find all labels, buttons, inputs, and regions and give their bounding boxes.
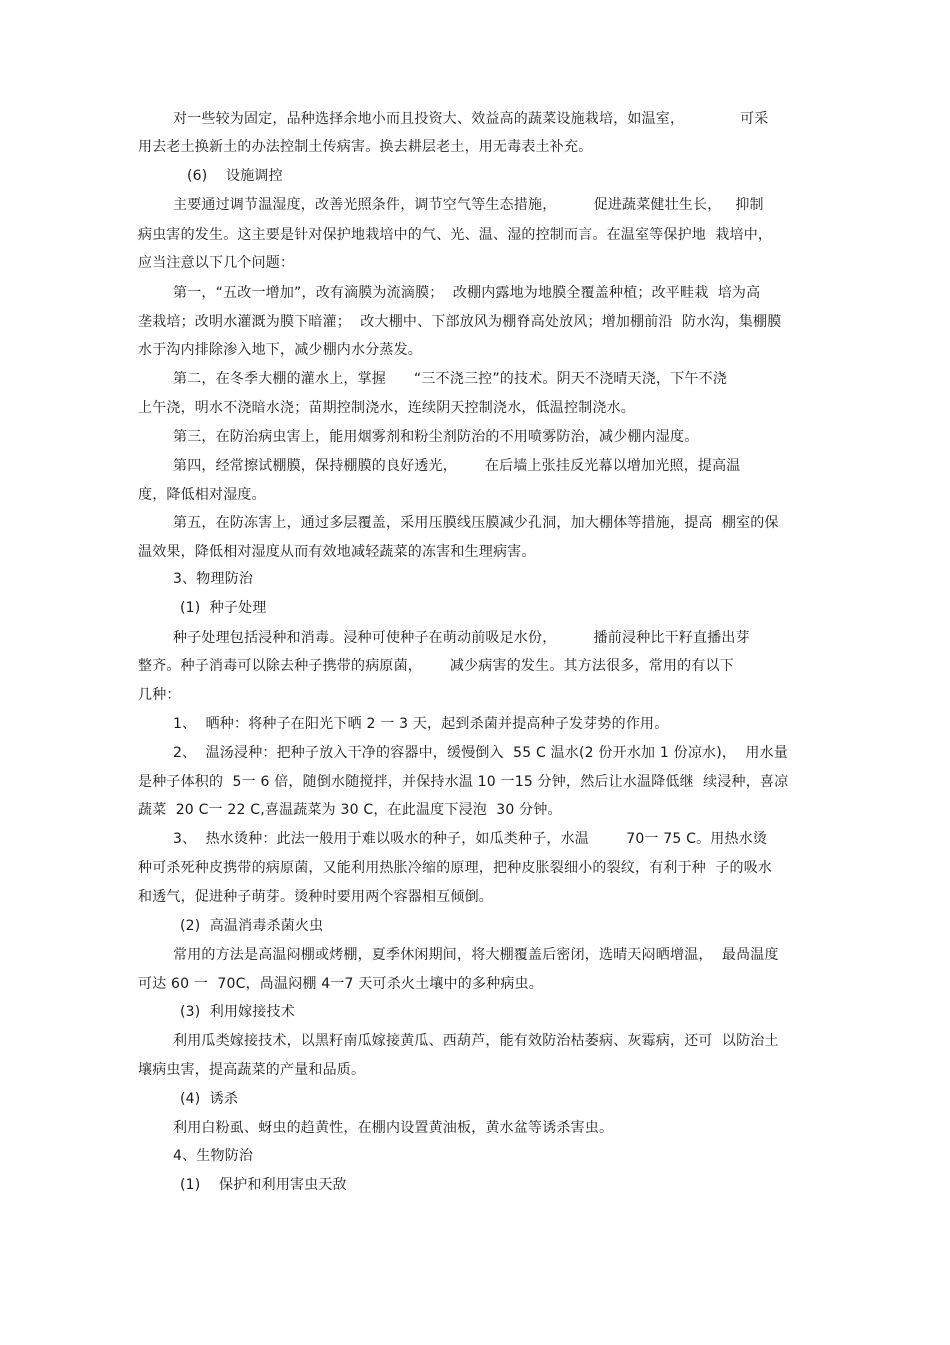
paragraph-line: 第五，在防冻害上，通过多层覆盖，采用压膜线压膜减少孔洞，加大棚体等措施，提高 棚室的保 — [173, 515, 779, 531]
paragraph-line: 是种子体积的 5一 6 倍，随倒水随搅拌，并保持水温 10 一15 分钟，然后让水温降低继 续浸种，喜凉 — [138, 774, 789, 790]
paragraph-line: 温效果，降低相对湿度从而有效地减轻蔬菜的冻害和生理病害。 — [138, 544, 536, 560]
paragraph-line: 种子处理包括浸种和消毒。浸种可使种子在萌动前吸足水份， 播前浸种比干籽直播出芽 — [173, 630, 750, 646]
paragraph-line: 整齐。种子消毒可以除去种子携带的病原菌， 减少病害的发生。其方法很多，常用的有以下 — [138, 658, 734, 674]
paragraph-line: 1、 晒种：将种子在阳光下晒 2 一 3 天，起到杀菌并提高种子发芽势的作用。 — [173, 716, 669, 732]
paragraph-line: 利用白粉虱、蚜虫的趋黄性，在棚内设置黄油板，黄水盆等诱杀害虫。 — [173, 1120, 614, 1136]
section-heading: (6) 设施调控 — [187, 168, 283, 184]
paragraph-line: 病虫害的发生。这主要是针对保护地栽培中的气、光、温、湿的控制而言。在温室等保护地 栽培中， — [138, 227, 773, 243]
paragraph-line: 几种： — [138, 687, 181, 703]
paragraph-line: 第一，“五改一增加”，改有滴膜为流滴膜； 改棚内露地为地膜全覆盖种植；改平畦栽 培为高 — [173, 285, 761, 301]
paragraph-line: 用去老土换新土的办法控制土传病害。换去耕层老土，用无毒表土补充。 — [138, 139, 593, 155]
section-heading: (2) 高温消毒杀菌火虫 — [180, 918, 324, 934]
paragraph-line: 常用的方法是高温闷棚或烤棚，夏季休闲期间，将大棚覆盖后密闭，选晴天闷晒增温， 最咼温度 — [173, 947, 779, 963]
section-heading: (1) 保护和利用害虫天敌 — [180, 1177, 347, 1193]
paragraph-line: 第四，经常擦试棚膜，保持棚膜的良好透光， 在后墙上张挂反光幕以增加光照，提高温 — [173, 458, 741, 474]
section-heading: 3、物理防治 — [173, 571, 254, 587]
section-heading: (1) 种子处理 — [180, 600, 267, 616]
paragraph-line: 蔬菜 20 C一 22 C,喜温蔬菜为 30 C，在此温度下浸泡 30 分钟。 — [138, 802, 562, 818]
paragraph-line: 第三，在防治病虫害上，能用烟雾剂和粉尘剂防治的不用喷雾防治，减少棚内湿度。 — [173, 429, 699, 445]
section-heading: 4、生物防治 — [173, 1148, 254, 1164]
paragraph-line: 种可杀死种皮携带的病原菌，又能利用热胀冷缩的原理，把种皮胀裂细小的裂纹，有利于种 子的吸水 — [138, 860, 773, 876]
paragraph-line: 可达 60 一 70C，咼温闷棚 4一7 天可杀火土壤中的多种病虫。 — [138, 976, 543, 992]
paragraph-line: 2、 温汤浸种：把种子放入干净的容器中，缓慢倒入 55 C 温水(2 份开水加 1 份凉水)， 用水量 — [173, 745, 788, 761]
paragraph-line: 水于沟内排除渗入地下，减少棚内水分蒸发。 — [138, 342, 422, 358]
paragraph-line: 和透气，促进种子萌芽。烫种时要用两个容器相互倾倒。 — [138, 889, 493, 905]
section-heading: (4) 诱杀 — [180, 1091, 239, 1107]
paragraph-line: 利用瓜类嫁接技术，以黑籽南瓜嫁接黄瓜、西葫芦，能有效防治枯萎病、灰霉病，还可 以防治土 — [173, 1033, 779, 1049]
paragraph-line: 3、 热水烫种：此法一般用于难以吸水的种子，如瓜类种子，水温 70一 75 C。用热水烫 — [173, 831, 768, 847]
paragraph-line: 垄栽培；改明水灌溉为膜下暗灌； 改大棚中、下部放风为棚脊高处放风；增加棚前沿 防水沟，集棚膜 — [138, 314, 782, 330]
paragraph-line: 对一些较为固定，品种选择余地小而且投资大、效益高的蔬菜设施栽培，如温室， 可采 — [173, 111, 769, 127]
paragraph-line: 主要通过调节温湿度，改善光照条件，调节空气等生态措施， 促进蔬菜健壮生长， 抑制 — [173, 197, 764, 213]
paragraph-line: 上午浇，明水不浇暗水浇；苗期控制浇水，连续阴天控制浇水，低温控制浇水。 — [138, 400, 635, 416]
paragraph-line: 度，降低相对湿度。 — [138, 487, 266, 503]
paragraph-line: 壤病虫害，提高蔬菜的产量和品质。 — [138, 1062, 366, 1078]
paragraph-line: 第二，在冬季大棚的灌水上，掌握 “三不浇三控”的技术。阴天不浇晴天浇，下午不浇 — [173, 371, 728, 387]
paragraph-line: 应当注意以下几个问题： — [138, 255, 295, 271]
section-heading: (3) 利用嫁接技术 — [180, 1004, 295, 1020]
